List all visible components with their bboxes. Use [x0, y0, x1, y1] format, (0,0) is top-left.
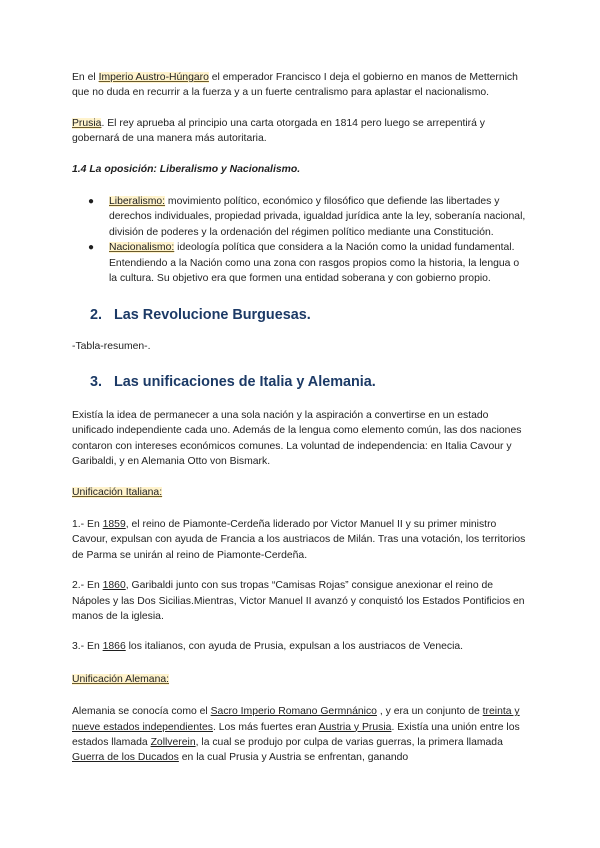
- term-liberalismo[interactable]: Liberalismo:: [109, 196, 166, 208]
- text: ideología política que considera a la Nación como la unidad fundamental. Entendiendo a la Nación como una zona con rasgos propios como la historia, la lengua o la cultura. Su objetivo era que formen una entidad soberana y con gobierno propio.: [109, 242, 520, 285]
- text: . El rey aprueba al principio una carta otorgada en 1814 pero luego se arrepentirá y gobernará de una manera más autoritaria.: [72, 117, 485, 145]
- text: , la cual se produjo por culpa de varias guerras, la primera llamada: [195, 736, 503, 748]
- link-year-1859[interactable]: 1859: [102, 518, 126, 530]
- text: 2.- En: [72, 580, 103, 592]
- link-unificacion-alemana[interactable]: Unificación Alemana:: [72, 673, 170, 685]
- text: , el reino de Piamonte-Cerdeña liderado por Victor Manuel II y su primer ministro Cavour, expulsan con ayuda de Francia a los austriacos de Milán. Tras una votación, los territorios de Parma se unirán al reino de Piamonte-Cerdeña.: [72, 518, 526, 561]
- bullet-list: [72, 194, 530, 286]
- paragraph-alemania: [72, 704, 530, 766]
- link-unificacion-italiana[interactable]: Unificación Italiana:: [72, 486, 163, 498]
- link-year-1860[interactable]: 1860: [102, 580, 126, 592]
- text: , Garibaldi junto con sus tropas “Camisas Rojas” consigue anexionar el reino de Nápoles y las Dos Sicilias.Mientras, Victor Manuel II avanzó y conquistó los Estados Pontificios en manos de la iglesia.: [72, 580, 525, 622]
- section-title: Las Revolucione Burguesas.: [114, 307, 311, 324]
- text: 3.- En: [72, 641, 103, 653]
- section-number: 3.: [90, 373, 103, 390]
- text: En el: [72, 72, 99, 83]
- link-austria-y-prusia[interactable]: Austria y Prusia: [318, 721, 392, 733]
- paragraph-italia-1859: [72, 517, 530, 563]
- bullet-icon: ●: [88, 242, 95, 254]
- link-sacro-imperio[interactable]: Sacro Imperio Romano Germnánico: [210, 706, 377, 718]
- section-title: Las unificaciones de Italia y Alemania.: [114, 373, 376, 390]
- paragraph-intro-unificaciones: Existía la idea de permanecer a una sola nación y la aspiración a convertirse en un estado unificado independiente cada uno. Además de la lengua como elemento común, las dos naciones contaron con intereses económicos comunes. La voluntad de independencia: en Italia Cavour y Garibaldi, y en Alemania Otto von Bismark.: [72, 409, 522, 468]
- text: 1.- En: [72, 518, 103, 530]
- heading-1-4: 1.4 La oposición: Liberalismo y Nacionalismo.: [72, 163, 301, 175]
- paragraph-austria: [72, 70, 530, 101]
- link-year-1866[interactable]: 1866: [102, 641, 126, 653]
- link-zollverein[interactable]: Zollverein: [150, 736, 196, 748]
- link-treinta-y-nueve-estados[interactable]: treinta y nueve estados independientes: [72, 706, 520, 733]
- text: , y era un conjunto de: [376, 706, 483, 718]
- link-prusia[interactable]: Prusia: [72, 117, 102, 129]
- section-number: 2.: [90, 307, 103, 324]
- text: . Existía una unión entre los estados llamada: [72, 721, 520, 748]
- heading-unificacion-alemana: [72, 672, 530, 687]
- link-imperio-austro-hungaro[interactable]: Imperio Austro-Húngaro: [98, 72, 209, 83]
- text: los italianos, con ayuda de Prusia, expulsan a los austriacos de Venecia.: [125, 641, 464, 653]
- text: el emperador Francisco I deja el gobierno en manos de Metternich que no duda en recurrir a la fuerza y a un fuerte centralismo para aplastar el nacionalismo.: [72, 72, 518, 99]
- paragraph-italia-1866: [72, 639, 530, 654]
- text: Alemania se conocía como el: [72, 706, 211, 718]
- heading-unificacion-italiana: [72, 485, 530, 500]
- tabla-resumen-note: -Tabla-resumen-.: [72, 341, 151, 353]
- list-item-liberalismo: [72, 194, 530, 240]
- term-nacionalismo[interactable]: Nacionalismo:: [109, 242, 175, 254]
- heading-section-3: [90, 373, 530, 391]
- text: . Los más fuertes eran: [212, 721, 319, 733]
- bullet-icon: ●: [88, 196, 95, 208]
- list-item-nacionalismo: [72, 240, 530, 286]
- text: en la cual Prusia y Austria se enfrentan, ganando: [178, 752, 409, 764]
- text: movimiento político, económico y filosófico que defiende las libertades y derechos individuales, propiedad privada, igualdad jurídica ante la ley, soberanía nacional, división de poderes y la ordenación del régimen político mediante una Constitución.: [109, 196, 526, 238]
- heading-section-2: [90, 306, 530, 324]
- paragraph-prusia: [72, 116, 530, 147]
- link-guerra-de-los-ducados[interactable]: Guerra de los Ducados: [72, 752, 179, 764]
- paragraph-italia-1860: [72, 578, 530, 624]
